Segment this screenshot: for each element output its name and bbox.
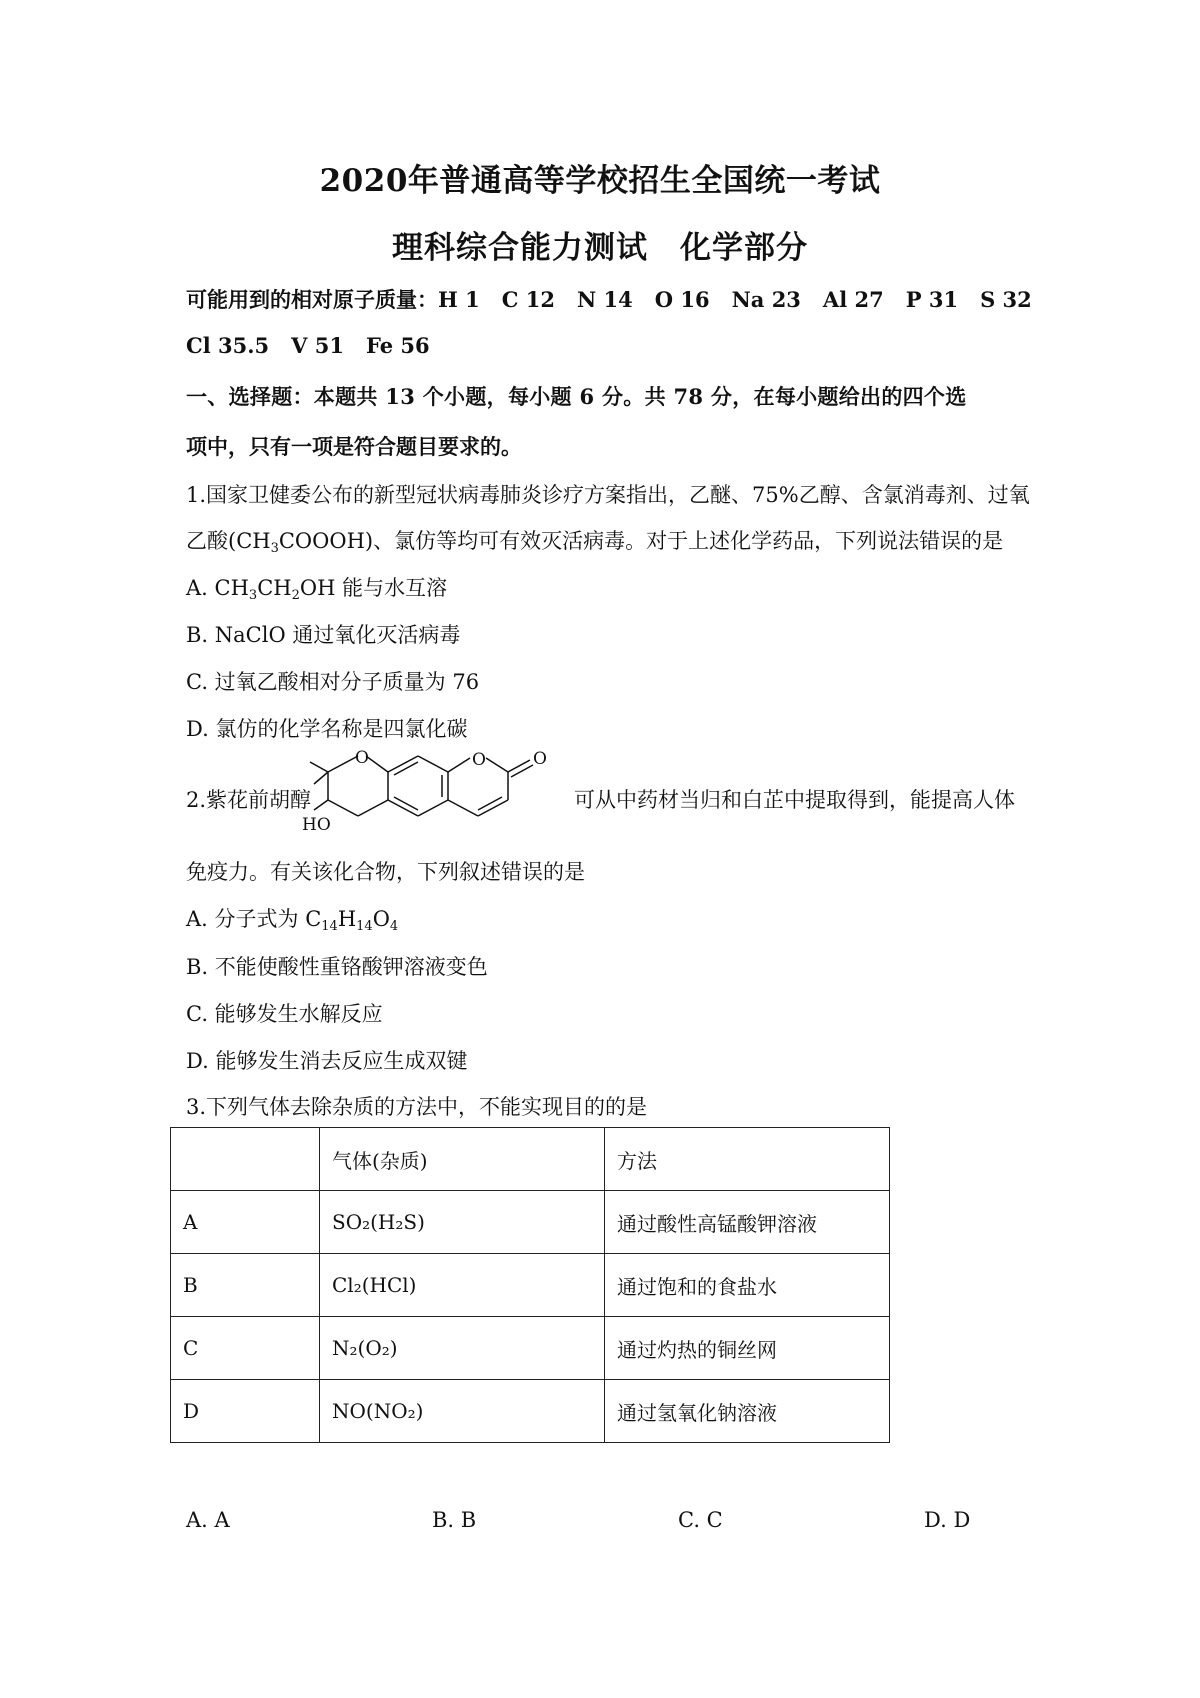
q3-stem: 3.下列气体去除杂质的方法中，不能实现目的的是 <box>186 1095 648 1119</box>
exam-title: 2020年普通高等学校招生全国统一考试 <box>319 163 881 199</box>
atomic-mass-item: Fe 56 <box>365 333 430 358</box>
q1-stem-line1: 1.国家卫健委公布的新型冠状病毒肺炎诊疗方案指出，乙醚、75%乙醇、含氯消毒剂、过氧 <box>186 483 1030 507</box>
q2-stem-suffix: 可从中药材当归和白芷中提取得到，能提高人体 <box>574 788 1015 812</box>
table-header-cell: 气体(杂质) <box>320 1128 605 1191</box>
q3-option-b: B. B <box>432 1508 477 1532</box>
atomic-mass-item: C 12 <box>501 287 556 312</box>
q1-option-a: A. $CH_3CH_2OH$ 能与水互溶 <box>186 576 448 603</box>
q2-stem-prefix: 2.紫花前胡醇 <box>186 788 312 812</box>
table-cell-gas: Cl₂(HCl) <box>320 1254 605 1317</box>
table-cell-label: A <box>171 1191 320 1254</box>
q1-option-b: B. NaClO 通过氧化灭活病毒 <box>186 623 461 647</box>
section-heading-line1: 一、选择题：本题共 13 个小题，每小题 6 分。共 78 分，在每小题给出的四个选 <box>186 384 967 409</box>
atomic-mass-item: Cl 35.5 <box>186 333 270 358</box>
q2-option-a: A. 分子式为 $C_{14}H_{14}O_4$ <box>186 907 399 934</box>
q2-stem-line2: 免疫力。有关该化合物，下列叙述错误的是 <box>186 860 585 884</box>
q1-stem-line2: 乙酸$(CH_3COOOH)$、氯仿等均可有效灭活病毒。对于上述化学药品，下列说法错误的是 <box>186 529 1004 556</box>
q3-table <box>170 1127 890 1443</box>
table-header-cell: 方法 <box>605 1128 890 1191</box>
table-cell-label: C <box>171 1317 320 1380</box>
molecule-ho-group: HO <box>302 815 331 835</box>
table-row <box>171 1254 890 1317</box>
atomic-masses-line-2 <box>186 333 452 358</box>
q1-option-c: C. 过氧乙酸相对分子质量为 76 <box>186 670 480 694</box>
table-header-cell <box>171 1128 320 1191</box>
section-heading-line2: 项中，只有一项是符合题目要求的。 <box>186 434 522 459</box>
table-cell-label: B <box>171 1254 320 1317</box>
q1-option-d: D. 氯仿的化学名称是四氯化碳 <box>186 717 468 741</box>
table-row <box>171 1191 890 1254</box>
table-cell-label: D <box>171 1380 320 1443</box>
atomic-mass-item: O 16 <box>654 287 710 312</box>
q3-option-d: D. D <box>924 1508 971 1532</box>
q3-option-a: A. A <box>186 1508 230 1532</box>
atomic-mass-item: S 32 <box>980 287 1032 312</box>
molecule-o-atom: O <box>355 748 369 768</box>
table-cell-gas: NO(NO₂) <box>320 1380 605 1443</box>
q3-option-c: C. C <box>678 1508 723 1532</box>
molecule-structure <box>302 748 572 835</box>
table-cell-method: 通过灼热的铜丝网 <box>605 1317 890 1380</box>
q2-option-b: B. 不能使酸性重铬酸钾溶液变色 <box>186 955 488 979</box>
atomic-mass-item: H 1 <box>438 287 480 312</box>
molecule-o-atom: O <box>472 750 486 770</box>
q2-option-d: D. 能够发生消去反应生成双键 <box>186 1049 468 1073</box>
atomic-masses-label: 可能用到的相对原子质量： <box>186 287 438 312</box>
atomic-masses-line <box>186 284 1032 314</box>
table-row <box>171 1380 890 1443</box>
table-cell-gas: SO₂(H₂S) <box>320 1191 605 1254</box>
table-cell-method: 通过饱和的食盐水 <box>605 1254 890 1317</box>
atomic-mass-item: N 14 <box>577 287 633 312</box>
atomic-mass-item: Na 23 <box>731 287 801 312</box>
table-row <box>171 1317 890 1380</box>
exam-subtitle: 理科综合能力测试 化学部分 <box>392 230 808 266</box>
table-cell-method: 通过酸性高锰酸钾溶液 <box>605 1191 890 1254</box>
table-cell-method: 通过氢氧化钠溶液 <box>605 1380 890 1443</box>
table-cell-gas: N₂(O₂) <box>320 1317 605 1380</box>
q2-option-c: C. 能够发生水解反应 <box>186 1002 383 1026</box>
atomic-mass-item: P 31 <box>905 287 959 312</box>
atomic-mass-item: Al 27 <box>822 287 884 312</box>
molecule-o-atom: O <box>533 749 547 769</box>
table-header-row <box>171 1128 890 1191</box>
atomic-mass-item: V 51 <box>291 333 344 358</box>
